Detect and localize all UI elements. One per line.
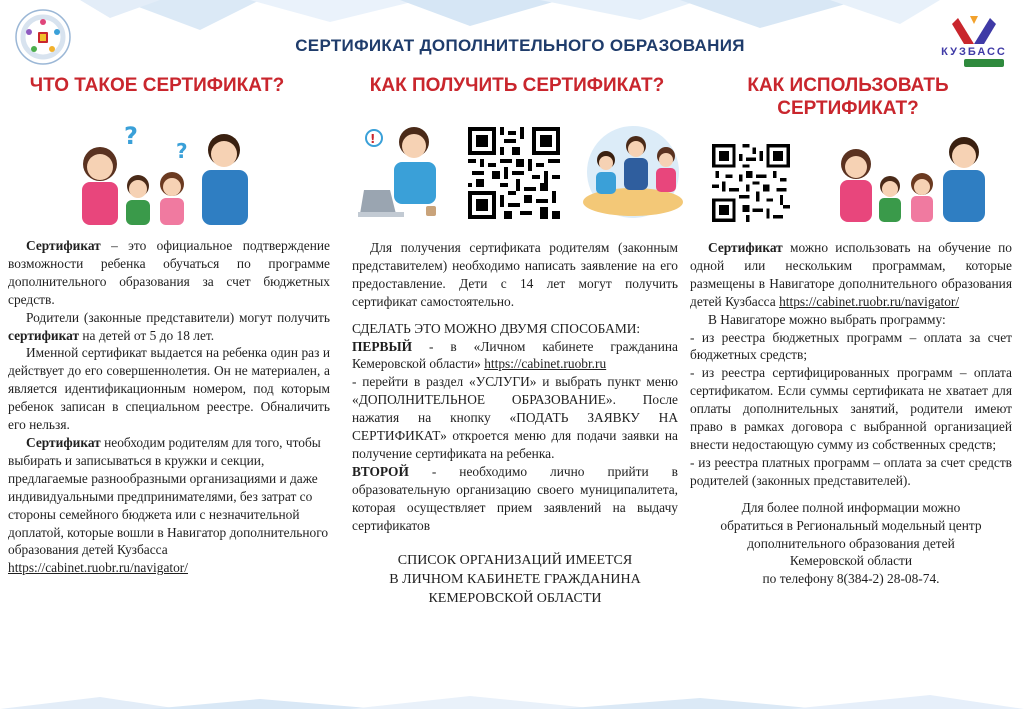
contact-line: Кемеровской области (789, 553, 913, 569)
term-bold: Сертификат (26, 434, 101, 450)
paragraph (8, 434, 330, 577)
heading-how-to-get: КАК ПОЛУЧИТЬ СЕРТИФИКАТ? (369, 75, 665, 96)
contact-info (690, 499, 1012, 589)
second-way-label: ВТОРОЙ (352, 463, 409, 479)
column-what-is (8, 237, 330, 577)
paragraph: Именной сертификат выдается на ребенка один раз и действует до его совершеннолетия. Он не материален, а является идентификационным номером, под которым ребенок записан в специальном реестре. Обналичить его нельзя. (8, 345, 330, 433)
paragraph-text: – это официальное подтверждение возможности ребенка обучаться по программе дополнительного образования за счет бюджетных средств. (8, 238, 330, 307)
note-line: КЕМЕРОВСКОЙ ОБЛАСТИ (428, 590, 602, 606)
contact-line: обратиться в Региональный модельный центр (720, 517, 982, 533)
paragraph-text: Родители (законные представители) могут получить (26, 309, 330, 325)
paragraph (8, 237, 330, 309)
contact-line: Для более полной информации можно (741, 499, 961, 515)
person-laptop-illustration (356, 122, 456, 227)
first-way-steps: - перейти в раздел «УСЛУГИ» и выбрать пункт меню «ДОПОЛНИТЕЛЬНОЕ ОБРАЗОВАНИЕ». После нажатия на кнопку «ПОДАТЬ ЗАЯВКУ НА СЕРТИФИКАТ» откроется меню для подачи заявки на получение сертификата на ребенка. (352, 374, 678, 461)
column-how-to-use (690, 239, 1012, 588)
paragraph: В Навигаторе можно выбрать программу: (708, 311, 946, 327)
intro-paragraph: Для получения сертификата родителям (законным представителем) необходимо написать заявление на его предоставление. Дети с 14 лет могут получить сертификат самостоятельно. (352, 240, 678, 309)
qr-code-cabinet[interactable] (468, 127, 560, 219)
paragraph-text: на детей от 5 до 18 лет. (79, 327, 215, 343)
paragraph-text: необходим родителям для того, чтобы выбирать и записываться в кружки и секции, предлагаемые разнообразными организациями и даже индивидуальными предпринимателями, без затрат со стороны семейного бюджета или с незначительной доплатой, которые вошли в Навигатор дополнительного образования детей Кузбасса (8, 434, 329, 558)
heading-how-to-use-text: КАК ИСПОЛЬЗОВАТЬ СЕРТИФИКАТ? (747, 75, 949, 119)
list-item: - из реестра платных программ – оплата за счет средств родителей (законных представителей). (690, 454, 1012, 488)
family-illustration (72, 120, 262, 230)
note-line: В ЛИЧНОМ КАБИНЕТЕ ГРАЖДАНИНА (389, 571, 641, 587)
contact-phone: по телефону 8(384-2) 28-08-74. (762, 571, 940, 587)
cabinet-link[interactable]: https://cabinet.ruobr.ru (484, 356, 607, 372)
term-bold: Сертификат (26, 238, 101, 253)
navigator-link[interactable]: https://cabinet.ruobr.ru/navigator/ (8, 560, 188, 576)
qr-code-navigator[interactable] (712, 144, 790, 222)
first-way (352, 338, 678, 374)
note-line: СПИСОК ОРГАНИЗАЦИЙ ИМЕЕТСЯ (397, 552, 633, 568)
list-item: - из реестра сертифицированных программ – оплата сертификатом. Если суммы сертификата не хватает для оплаты дополнительных занятий, родители имеют право в рамках договора с выбранной организацией внести недостающую сумму из собственных средств; (690, 365, 1012, 452)
footer-decoration (0, 691, 1024, 709)
brand-name: КУЗБАСС (941, 46, 1007, 58)
organizations-note (352, 551, 678, 608)
ways-title: СДЕЛАТЬ ЭТО МОЖНО ДВУМЯ СПОСОБАМИ: (352, 320, 641, 336)
first-way-label: ПЕРВЫЙ (352, 338, 413, 354)
svg-text:?: ? (176, 139, 188, 163)
heading-how-to-use (700, 74, 996, 120)
second-way-text: - необходимо лично прийти в образовательную организацию своего муниципалитета, которая осуществляет прием заявлений на выдачу сертификатов (352, 463, 678, 533)
brand-tag (964, 59, 1004, 67)
paragraph (8, 309, 330, 345)
paragraph-text: можно использовать на обучение по одной или нескольким программам, которые размещены в Навигаторе дополнительного образования детей Кузбасса (690, 240, 1012, 309)
first-way-text: - в «Личном кабинете гражданина Кемеровской области» (352, 338, 678, 372)
svg-text:!: ! (370, 132, 376, 146)
svg-text:?: ? (124, 122, 138, 150)
list-item: - из реестра бюджетных программ – оплата за счет бюджетных средств; (690, 329, 1012, 363)
navigator-link[interactable]: https://cabinet.ruobr.ru/navigator/ (779, 293, 960, 309)
term-bold: сертификат (8, 327, 80, 343)
second-way (352, 463, 678, 535)
paragraph (690, 239, 1012, 311)
contact-line: дополнительного образования детей (747, 535, 955, 551)
family-illustration-2 (832, 130, 992, 227)
column-how-to-get (352, 239, 678, 608)
page-title: СЕРТИФИКАТ ДОПОЛНИТЕЛЬНОГО ОБРАЗОВАНИЯ (295, 36, 745, 55)
term-bold: Сертификат (708, 240, 783, 255)
heading-what-is: ЧТО ТАКОЕ СЕРТИФИКАТ? (29, 75, 285, 96)
consultation-illustration (576, 120, 690, 225)
